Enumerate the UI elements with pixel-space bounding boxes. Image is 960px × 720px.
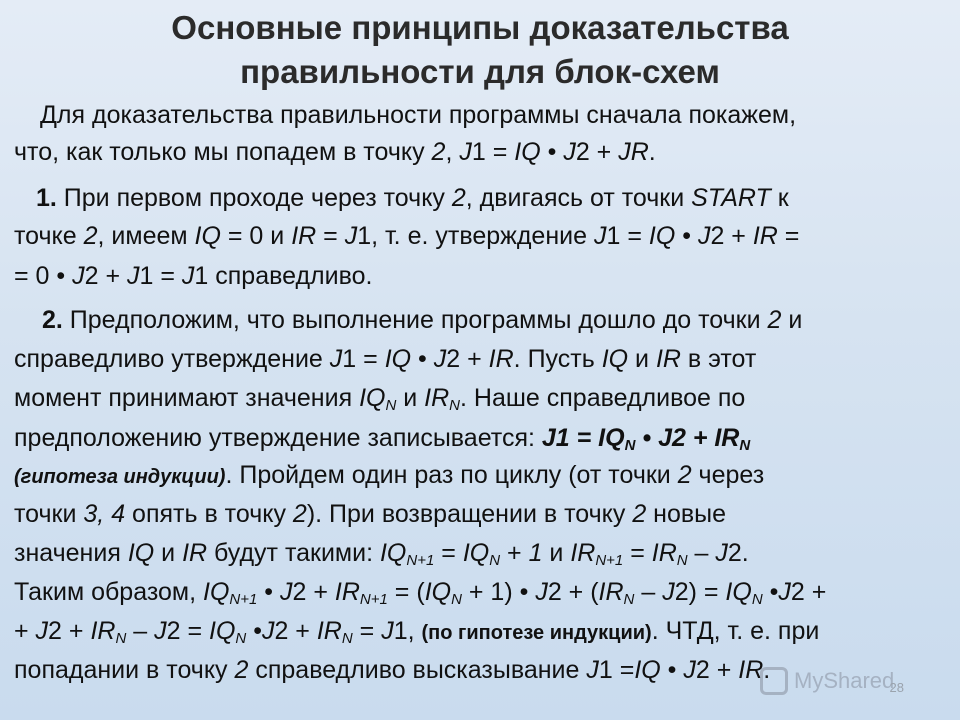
text: J xyxy=(586,656,599,684)
text: IR xyxy=(738,656,764,684)
text: J xyxy=(433,345,447,373)
text: новые xyxy=(646,500,727,528)
text: 2 xyxy=(83,222,98,250)
text: • xyxy=(675,222,698,250)
text: 2 + xyxy=(790,578,827,606)
text: IR xyxy=(655,345,681,373)
step-2-line-5 xyxy=(14,458,764,494)
text: + xyxy=(14,617,36,645)
text: • xyxy=(540,138,564,166)
text: 1 = xyxy=(471,138,515,166)
text: точки xyxy=(14,500,84,528)
formula: • J2 + IR xyxy=(635,424,740,452)
text: Для доказательства правильности программы сначала покажем, xyxy=(40,101,797,129)
text: J xyxy=(154,617,167,645)
text: IR xyxy=(182,539,208,567)
text: через xyxy=(691,461,765,489)
text: IQ xyxy=(648,222,676,250)
text: Предположим, что выполнение программы дошло до точки xyxy=(62,306,768,334)
text: . Наше справедливое по xyxy=(460,384,746,412)
text: J xyxy=(381,617,394,645)
text: • xyxy=(246,617,262,645)
text: = 0 • xyxy=(14,262,73,290)
subscript: N xyxy=(115,630,127,647)
text: START xyxy=(691,184,771,212)
text: IR xyxy=(570,539,596,567)
text: – xyxy=(634,578,663,606)
text: IR xyxy=(752,222,778,250)
text: 3, 4 xyxy=(83,500,126,528)
text: J xyxy=(344,222,358,250)
formula: J1 = IQ xyxy=(541,424,625,452)
text: 2 xyxy=(632,500,647,528)
presentation-icon xyxy=(760,667,788,695)
step-1-line-2 xyxy=(14,219,799,253)
subscript: N xyxy=(341,630,353,647)
text: IQ xyxy=(209,617,236,645)
hypothesis-label: (гипотеза индукции) xyxy=(14,466,226,488)
subscript: N xyxy=(623,591,635,608)
page-number: 28 xyxy=(889,680,904,695)
text: 2 + xyxy=(575,138,619,166)
text: J xyxy=(715,539,728,567)
text: IR xyxy=(424,384,450,412)
title-line-1: Основные принципы доказательства xyxy=(171,9,789,46)
text: 1 = xyxy=(342,345,385,373)
paragraph-intro-line-1 xyxy=(40,98,796,132)
text: 2 + xyxy=(84,262,127,290)
text: = xyxy=(623,539,652,567)
text: = xyxy=(316,222,345,250)
text: IR xyxy=(291,222,317,250)
text: и xyxy=(781,306,803,334)
text: J xyxy=(778,578,791,606)
text: = ( xyxy=(387,578,425,606)
text: точке xyxy=(14,222,84,250)
title-line-2: правильности для блок-схем xyxy=(240,53,720,90)
text: J xyxy=(593,222,607,250)
text: J xyxy=(181,262,195,290)
subscript: N xyxy=(676,552,688,569)
text: 2 xyxy=(431,138,446,166)
text: = xyxy=(777,222,800,250)
text: IR xyxy=(651,539,677,567)
text: J xyxy=(329,345,343,373)
text: • xyxy=(660,656,684,684)
subscript: N xyxy=(449,397,461,414)
text: предположению утверждение записывается: xyxy=(14,424,542,452)
text: J xyxy=(459,138,472,166)
hypothesis-reference: (по гипотезе индукции) xyxy=(421,622,652,644)
text: и xyxy=(542,539,571,567)
text: и xyxy=(628,345,656,373)
paragraph-intro-line-2 xyxy=(14,135,656,169)
text: 1 = xyxy=(598,656,635,684)
step-number: 2. xyxy=(42,306,63,334)
subscript: N+1 xyxy=(406,552,435,569)
text: IQ xyxy=(725,578,752,606)
subscript: N xyxy=(624,437,636,454)
text: , имеем xyxy=(97,222,195,250)
text: 2. xyxy=(727,539,749,567)
text: При первом проходе через точку xyxy=(56,184,452,212)
text: 1, т. е. утверждение xyxy=(357,222,594,250)
text: что, как только мы попадем в точку xyxy=(14,138,432,166)
text: 2 + xyxy=(446,345,489,373)
text: IQ xyxy=(424,578,452,606)
text: . Пусть xyxy=(513,345,602,373)
text: будут такими: xyxy=(207,539,380,567)
text: IR xyxy=(488,345,514,373)
text: IQ xyxy=(384,345,412,373)
text: . xyxy=(648,138,656,166)
text: справедливо утверждение xyxy=(14,345,330,373)
text: значения xyxy=(14,539,128,567)
text: 2 xyxy=(767,306,782,334)
step-2-line-1 xyxy=(42,303,802,337)
text: JR xyxy=(618,138,649,166)
subscript: N+1 xyxy=(229,591,258,608)
text: • xyxy=(257,578,281,606)
text: 1, xyxy=(393,617,422,645)
subscript: N+1 xyxy=(359,591,388,608)
text: IQ xyxy=(127,539,155,567)
text: IR xyxy=(90,617,116,645)
subscript: N xyxy=(235,630,247,647)
watermark xyxy=(760,662,900,700)
text: . ЧТД, т. е. при xyxy=(651,617,820,645)
text: + 1) • xyxy=(461,578,536,606)
text: IQ xyxy=(634,656,661,684)
text: , xyxy=(445,138,460,166)
text: попадании в точку xyxy=(14,656,235,684)
watermark-text: MyShared xyxy=(794,668,895,693)
text: к xyxy=(770,184,789,212)
text: – xyxy=(687,539,716,567)
text: 2 xyxy=(677,461,692,489)
text: и xyxy=(396,384,425,412)
text: IQ xyxy=(379,539,407,567)
text: справедливо высказывание xyxy=(248,656,587,684)
subscript: N xyxy=(451,591,462,608)
text: IQ xyxy=(359,384,386,412)
step-2-line-7 xyxy=(14,536,749,570)
step-2-line-6 xyxy=(14,497,726,531)
text: – xyxy=(126,617,155,645)
text: опять в точку xyxy=(125,500,293,528)
text: 2 + xyxy=(710,222,753,250)
text: • xyxy=(411,345,434,373)
step-2-line-2 xyxy=(14,342,756,376)
text: = 0 и xyxy=(220,222,292,250)
text: J xyxy=(280,578,293,606)
text: 2 xyxy=(234,656,249,684)
slide-title xyxy=(0,6,960,94)
text: • xyxy=(762,578,779,606)
subscript: N xyxy=(751,591,763,608)
text: 1 = xyxy=(606,222,649,250)
text: J xyxy=(535,578,548,606)
text: J xyxy=(72,262,85,290)
text: и xyxy=(154,539,183,567)
text: 2) = xyxy=(674,578,726,606)
text: = xyxy=(434,539,463,567)
text: J xyxy=(662,578,675,606)
text: 1 xyxy=(528,539,543,567)
text: 2 xyxy=(451,184,466,212)
step-number: 1. xyxy=(36,184,57,212)
text: + xyxy=(500,539,529,567)
text: 2 = xyxy=(166,617,209,645)
text: , двигаясь от точки xyxy=(465,184,692,212)
text: . xyxy=(763,656,771,684)
step-1-line-3 xyxy=(14,259,372,293)
step-1-line-1 xyxy=(36,181,789,215)
text: 1 = xyxy=(139,262,182,290)
text: J xyxy=(683,656,696,684)
text: . Пройдем один раз по циклу (от точки xyxy=(225,461,678,489)
text: 2 + xyxy=(48,617,91,645)
text: = xyxy=(352,617,382,645)
text: J xyxy=(563,138,576,166)
text: Таким образом, xyxy=(14,578,204,606)
step-2-line-4 xyxy=(14,421,750,455)
subscript: N xyxy=(385,397,397,414)
text: IQ xyxy=(462,539,490,567)
text: J xyxy=(127,262,140,290)
text: момент принимают значения xyxy=(14,384,360,412)
text: IQ xyxy=(601,345,629,373)
step-2-line-3 xyxy=(14,381,745,415)
text: IQ xyxy=(203,578,230,606)
text: 1 справедливо. xyxy=(194,262,373,290)
subscript: N xyxy=(489,552,501,569)
text: IQ xyxy=(514,138,541,166)
text: ). При возвращении в точку xyxy=(306,500,633,528)
text: J xyxy=(35,617,49,645)
text: IR xyxy=(334,578,360,606)
subscript: N+1 xyxy=(595,552,624,569)
text: IR xyxy=(598,578,624,606)
step-2-line-8 xyxy=(14,575,826,609)
text: 2 + ( xyxy=(547,578,599,606)
text: 2 xyxy=(292,500,307,528)
text: 2 + xyxy=(695,656,739,684)
text: 2 + xyxy=(292,578,335,606)
text: 2 + xyxy=(274,617,317,645)
text: J xyxy=(261,617,275,645)
subscript: N xyxy=(739,437,751,454)
text: IR xyxy=(316,617,342,645)
text: J xyxy=(697,222,711,250)
step-2-line-9 xyxy=(14,614,819,650)
text: IQ xyxy=(194,222,221,250)
step-2-line-10 xyxy=(14,653,770,687)
text: в этот xyxy=(680,345,757,373)
